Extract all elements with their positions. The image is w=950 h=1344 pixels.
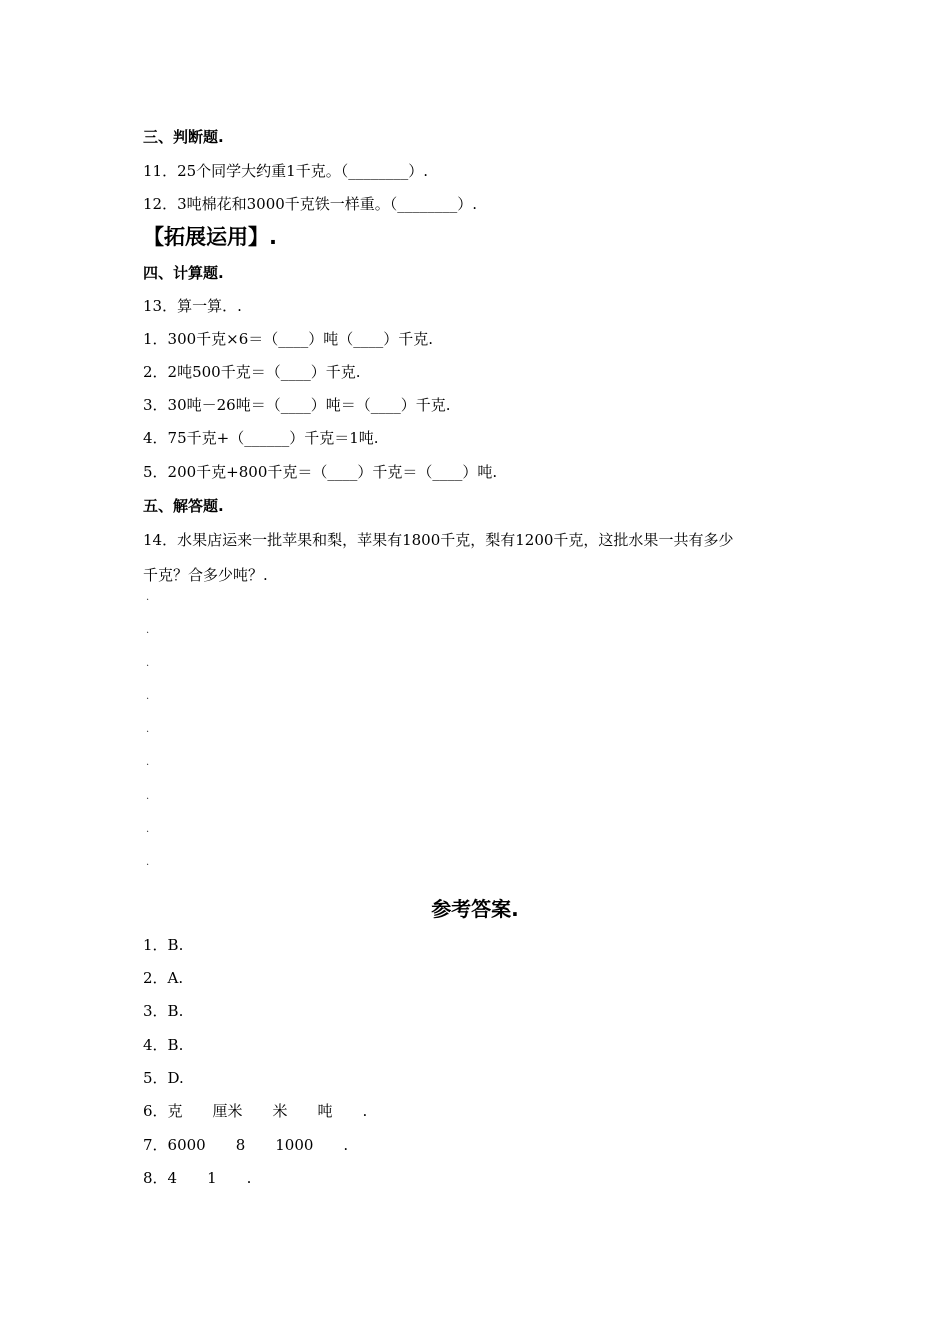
answer-5: 5．D. bbox=[143, 1069, 184, 1087]
answer-7: 7．6000 8 1000 . bbox=[143, 1136, 349, 1154]
calc-item-3: 3．30吨－26吨＝（____）吨＝（____）千克. bbox=[143, 396, 451, 414]
calc-item-1: 1．300千克×6＝（____）吨（____）千克. bbox=[143, 330, 434, 348]
answer-8: 8．4 1 . bbox=[143, 1169, 252, 1187]
answer-4: 4．B. bbox=[143, 1036, 184, 1054]
blank-mark: . bbox=[146, 658, 150, 669]
section4-heading: 四、计算题. bbox=[143, 264, 224, 282]
calc-item-5: 5．200千克+800千克＝（____）千克＝（____）吨. bbox=[143, 463, 498, 481]
answer-3: 3．B. bbox=[143, 1002, 184, 1020]
answer-1: 1．B. bbox=[143, 936, 184, 954]
extension-heading: 【拓展运用】. bbox=[143, 225, 277, 249]
blank-mark: . bbox=[146, 824, 150, 835]
blank-mark: . bbox=[146, 724, 150, 735]
question-11: 11．25个同学大约重1千克。（________）. bbox=[143, 162, 428, 180]
blank-mark: . bbox=[146, 625, 150, 636]
answer-2: 2．A. bbox=[143, 969, 184, 987]
answers-title: 参考答案. bbox=[431, 897, 519, 921]
section3-heading: 三、判断题. bbox=[143, 128, 224, 146]
blank-mark: . bbox=[146, 592, 150, 603]
blank-mark: . bbox=[146, 857, 150, 868]
calc-item-4: 4．75千克+（______）千克＝1吨. bbox=[143, 429, 379, 447]
question-12: 12．3吨棉花和3000千克铁一样重。（________）. bbox=[143, 195, 478, 213]
section5-heading: 五、解答题. bbox=[143, 497, 224, 515]
blank-mark: . bbox=[146, 757, 150, 768]
blank-mark: . bbox=[146, 691, 150, 702]
calc-item-2: 2．2吨500千克＝（____）千克. bbox=[143, 363, 361, 381]
blank-mark: . bbox=[146, 791, 150, 802]
question-14-line2: 千克？合多少吨？. bbox=[143, 566, 268, 584]
answer-6: 6．克 厘米 米 吨 . bbox=[143, 1102, 368, 1120]
question-14-line1: 14．水果店运来一批苹果和梨，苹果有1800千克，梨有1200千克，这批水果一共有多少 bbox=[143, 531, 734, 549]
question-13: 13．算一算．. bbox=[143, 297, 242, 315]
